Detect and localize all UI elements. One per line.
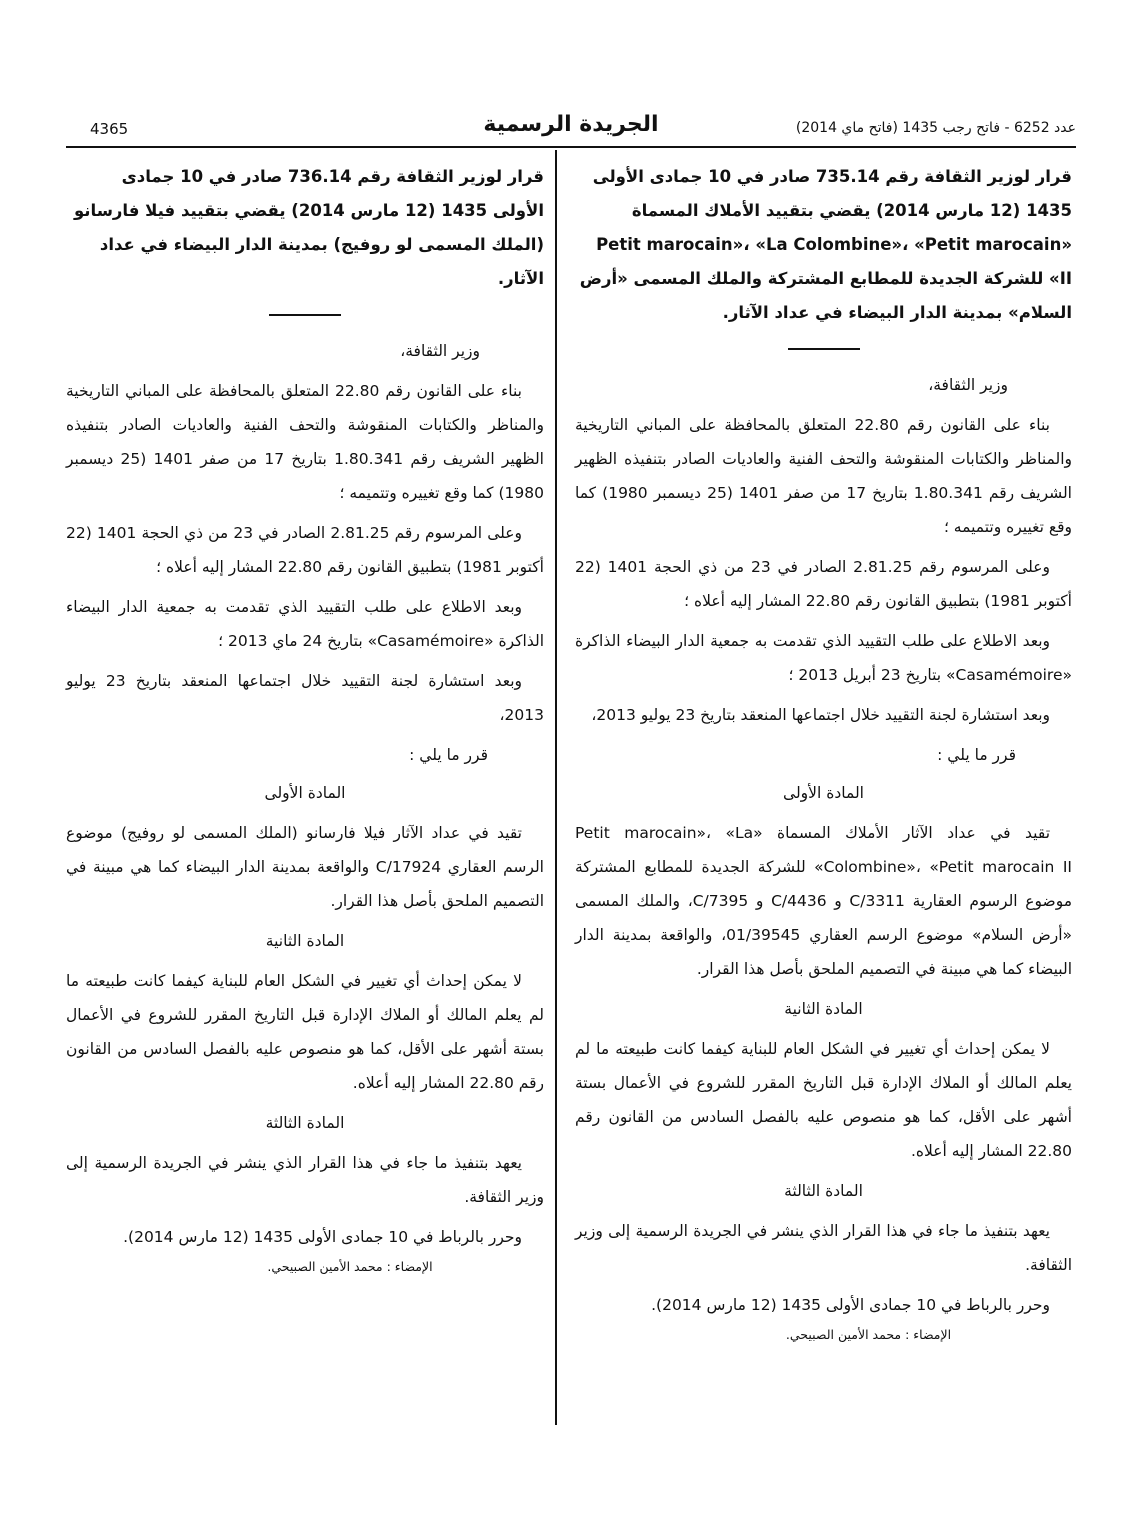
page-number: 4365 <box>90 120 129 138</box>
preamble-decree: وعلى المرسوم رقم 2.81.25 الصادر في 23 من ذي الحجة 1401 (22 أكتوبر 1981) بتطبيق القانون رقم 22.80 المشار إليه أعلاه ؛ <box>575 558 1072 610</box>
preamble-law: بناء على القانون رقم 22.80 المتعلق بالمحافظة على المباني التاريخية والمناظر والكتابات المنقوشة والتحف الفنية والعاديات الصادر بتنفيذه الظهير الشريف رقم 1.80.341 بتاريخ 17 من صفر 1401 (25 ديسمبر 1980) كما وقع تغييره وتتميمه ؛ <box>66 382 544 502</box>
signature: الإمضاء : محمد الأمين الصبيحي. <box>267 1259 433 1274</box>
article-3-text: يعهد بتنفيذ ما جاء في هذا القرار الذي ينشر في الجريدة الرسمية إلى وزير الثقافة. <box>575 1222 1072 1274</box>
minister-line: وزير الثقافة، <box>928 376 1008 394</box>
signature: الإمضاء : محمد الأمين الصبيحي. <box>785 1327 952 1342</box>
decree-title: قرار لوزير الثقافة رقم 735.14 صادر في 10 جمادى الأولى 1435 (12 مارس 2014) يقضي بتقييد الأملاك المسماة «Petit marocain»، «La Colombine»، «Petit marocain II» للشركة الجديدة للمطابع المشتركة والملك المسمى «أرض السلام» بمدينة الدار البيضاء في عداد الآثار. <box>579 167 1072 322</box>
decree-title: قرار لوزير الثقافة رقم 736.14 صادر في 10 جمادى الأولى 1435 (12 مارس 2014) يقضي بتقييد فيلا فارسانو (الملك المسمى لو روفيج) بمدينة الدار البيضاء في عداد الآثار. <box>73 167 544 288</box>
done-at-line: وحرر بالرباط في 10 جمادى الأولى 1435 (12 مارس 2014). <box>123 1228 522 1246</box>
preamble-request: وبعد الاطلاع على طلب التقييد الذي تقدمت به جمعية الدار البيضاء الذاكرة «Casamémoire» بتاريخ 23 أبريل 2013 ؛ <box>575 632 1072 684</box>
decree-736-column <box>66 160 544 1278</box>
issue-info: عدد 6252 - فاتح رجب 1435 (فاتح ماي 2014) <box>795 120 1076 136</box>
preamble-decree: وعلى المرسوم رقم 2.81.25 الصادر في 23 من ذي الحجة 1401 (22 أكتوبر 1981) بتطبيق القانون رقم 22.80 المشار إليه أعلاه ؛ <box>66 524 544 576</box>
article-3-heading: المادة الثالثة <box>784 1182 863 1200</box>
article-2-heading: المادة الثانية <box>784 1000 863 1018</box>
preamble-law: بناء على القانون رقم 22.80 المتعلق بالمحافظة على المباني التاريخية والمناظر والكتابات المنقوشة والتحف الفنية والعاديات الصادر بتنفيذه الظهير الشريف رقم 1.80.341 بتاريخ 17 من صفر 1401 (25 ديسمبر 1980) كما وقع تغييره وتتميمه ؛ <box>575 416 1072 536</box>
page-header <box>66 112 1076 146</box>
preamble-committee: وبعد استشارة لجنة التقييد خلال اجتماعها المنعقد بتاريخ 23 يوليو 2013، <box>591 706 1050 724</box>
article-1-text: تقيد في عداد الآثار فيلا فارسانو (الملك المسمى لو روفيج) موضوع الرسم العقاري C/17924 والواقعة بمدينة الدار البيضاء كما هي مبينة في التصميم الملحق بأصل هذا القرار. <box>66 824 544 910</box>
decree-735-column <box>575 160 1072 1346</box>
article-3-heading: المادة الثالثة <box>265 1114 345 1132</box>
header-rule <box>66 146 1076 148</box>
decides-line: قرر ما يلي : <box>409 746 488 764</box>
done-at-line: وحرر بالرباط في 10 جمادى الأولى 1435 (12 مارس 2014). <box>651 1296 1050 1314</box>
title-separator <box>269 314 341 316</box>
column-divider <box>555 150 557 1425</box>
article-1-heading: المادة الأولى <box>783 784 864 802</box>
title-separator <box>788 348 860 350</box>
preamble-request: وبعد الاطلاع على طلب التقييد الذي تقدمت به جمعية الدار البيضاء الذاكرة «Casamémoire» بتاريخ 24 ماي 2013 ؛ <box>66 598 544 650</box>
article-2-text: لا يمكن إحداث أي تغيير في الشكل العام للبناية كيفما كانت طبيعته ما لم يعلم المالك أو الملاك الإدارة قبل التاريخ المقرر للشروع في الأعمال بستة أشهر على الأقل، كما هو منصوص عليه بالفصل السادس من القانون رقم 22.80 المشار إليه أعلاه. <box>66 972 544 1092</box>
decides-line: قرر ما يلي : <box>937 746 1016 764</box>
journal-title: الجريدة الرسمية <box>483 112 659 137</box>
article-2-text: لا يمكن إحداث أي تغيير في الشكل العام للبناية كيفما كانت طبيعته ما لم يعلم المالك أو الملاك الإدارة قبل التاريخ المقرر للشروع في الأعمال بستة أشهر على الأقل، كما هو منصوص عليه بالفصل السادس من القانون رقم 22.80 المشار إليه أعلاه. <box>575 1040 1072 1160</box>
preamble-committee: وبعد استشارة لجنة التقييد خلال اجتماعها المنعقد بتاريخ 23 يوليو 2013، <box>66 672 544 724</box>
article-2-heading: المادة الثانية <box>265 932 345 950</box>
article-3-text: يعهد بتنفيذ ما جاء في هذا القرار الذي ينشر في الجريدة الرسمية إلى وزير الثقافة. <box>66 1154 544 1206</box>
minister-line: وزير الثقافة، <box>400 342 480 360</box>
article-1-text: تقيد في عداد الآثار الأملاك المسماة «Petit marocain»، «La Colombine»، «Petit marocain II» للشركة الجديدة للمطابع المشتركة موضوع الرسوم العقارية C/3311 و C/4436 و C/7395، والملك المسمى «أرض السلام» موضوع الرسم العقاري 01/39545، والواقعة بمدينة الدار البيضاء كما هي مبينة في التصميم الملحق بأصل هذا القرار. <box>575 824 1073 978</box>
article-1-heading: المادة الأولى <box>264 784 346 802</box>
